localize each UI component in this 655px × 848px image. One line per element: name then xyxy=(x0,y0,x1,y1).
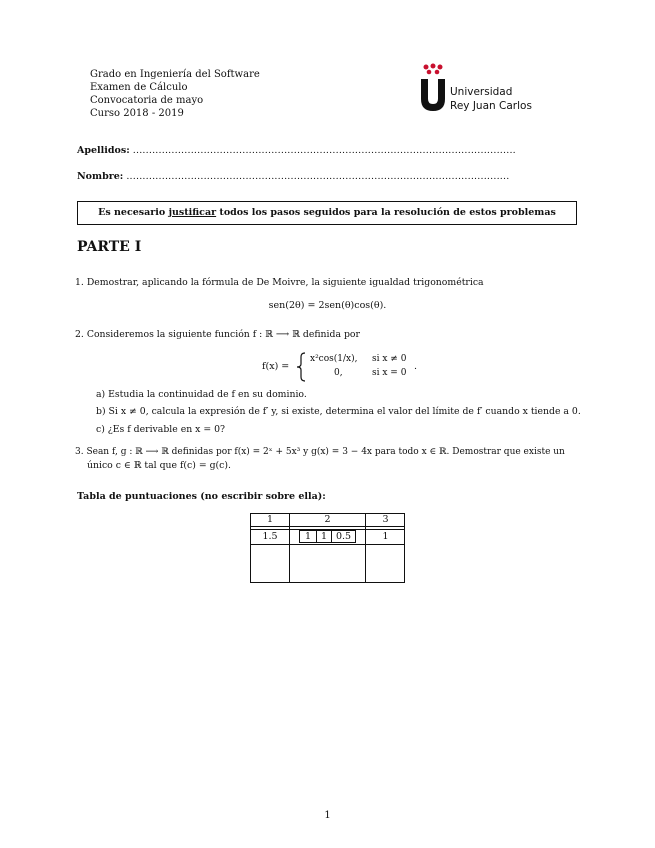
header-col-2: 2 xyxy=(324,514,331,525)
case-2-condition: si x = 0 xyxy=(372,368,407,378)
university-name-line1: Universidad xyxy=(450,86,513,98)
urjc-emblem-icon xyxy=(418,63,450,113)
exam-line: Examen de Cálculo xyxy=(90,82,188,93)
problem-3-line1: 3. Sean f, g : ℝ ⟶ ℝ definidas por f(x) = 2ˣ + 5x³ y g(x) = 3 − 4x para todo x ∈ ℝ. Demostrar que existe un xyxy=(75,447,565,457)
problem-2-statement: 2. Consideremos la siguiente función f : ℝ ⟶ ℝ definida por xyxy=(75,329,360,340)
header-col-1: 1 xyxy=(266,514,274,525)
surname-field[interactable] xyxy=(77,145,516,156)
case-1-condition: si x ≠ 0 xyxy=(372,354,407,364)
session-line: Convocatoria de mayo xyxy=(90,95,204,106)
notice-before: Es necesario xyxy=(98,207,169,218)
score-p2b: 1 xyxy=(320,531,328,542)
year-line: Curso 2018 - 2019 xyxy=(90,108,184,119)
problem-2b: b) Si x ≠ 0, calcula la expresión de f′ y, si existe, determina el valor del límite de f′ cuando x tiende a 0. xyxy=(96,406,581,417)
score-p3: 1 xyxy=(382,531,389,542)
problem-2a: a) Estudia la continuidad de f en su dominio. xyxy=(96,389,307,400)
page-number: 1 xyxy=(324,810,331,821)
case-2-expression: 0, xyxy=(334,368,343,378)
surname-dots: ....................................................................................................................... xyxy=(132,145,516,156)
university-name xyxy=(450,85,532,113)
problem-2c: c) ¿Es f derivable en x = 0? xyxy=(96,424,226,435)
score-p2-box xyxy=(299,530,356,543)
notice-underlined: justificar xyxy=(168,207,217,218)
score-table xyxy=(250,513,405,583)
left-brace-icon xyxy=(296,352,306,382)
score-p2c: 0.5 xyxy=(335,531,352,542)
header-col-3: 3 xyxy=(382,514,389,525)
surname-label: Apellidos: xyxy=(77,145,130,156)
score-table-title: Tabla de puntuaciones (no escribir sobre ella): xyxy=(77,491,326,502)
problem-3-line2: único c ∈ ℝ tal que f(c) = g(c). xyxy=(87,460,231,471)
name-dots: ....................................................................................................................... xyxy=(126,171,510,182)
university-name-line2: Rey Juan Carlos xyxy=(450,100,532,112)
name-label: Nombre: xyxy=(77,171,124,182)
name-field[interactable] xyxy=(77,171,509,182)
piecewise-lhs: f(x) = xyxy=(262,361,290,372)
degree-line: Grado en Ingeniería del Software xyxy=(90,69,260,80)
justify-notice xyxy=(77,201,577,225)
problem-1-formula: sen(2θ) = 2sen(θ)cos(θ). xyxy=(268,300,387,311)
course-info xyxy=(90,68,260,120)
notice-after: todos los pasos seguidos para la resolución de estos problemas xyxy=(216,207,556,218)
piecewise-function xyxy=(262,352,422,382)
case-1-expression: x²cos(1/x), xyxy=(310,354,358,364)
score-p2a: 1 xyxy=(304,531,312,542)
problem-1-statement: 1. Demostrar, aplicando la fórmula de De Moivre, la siguiente igualdad trigonométrica xyxy=(75,277,484,288)
university-logo xyxy=(418,63,538,115)
score-p1: 1.5 xyxy=(262,531,278,542)
piecewise-period: . xyxy=(414,361,418,372)
part-title: PARTE I xyxy=(77,239,142,255)
